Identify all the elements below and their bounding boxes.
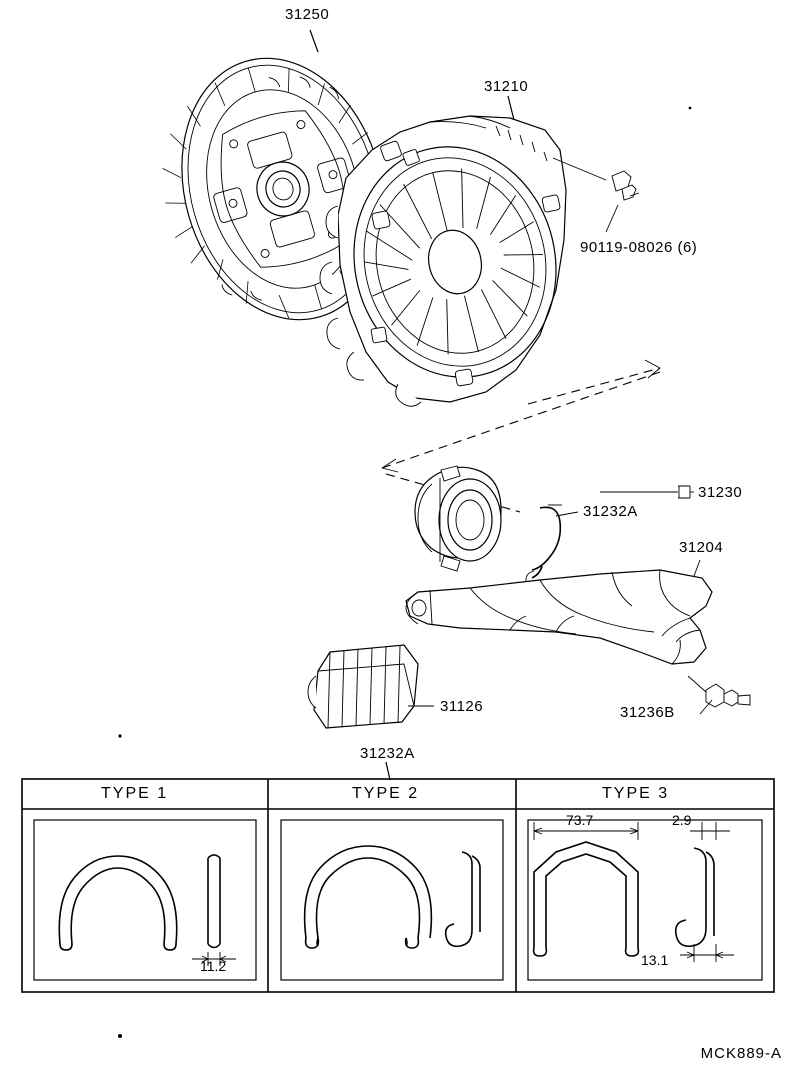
part-label-31232a-top: 31232A <box>583 503 638 520</box>
type2-clip-drawing <box>305 846 480 948</box>
part-label-31210: 31210 <box>484 78 529 95</box>
release-fork <box>406 570 712 664</box>
part-label-90119-08026: 90119-08026 (6) <box>580 239 698 256</box>
part-label-31236b: 31236B <box>620 704 675 721</box>
clip-31232a <box>526 505 578 586</box>
part-label-31126: 31126 <box>440 698 484 715</box>
table-header-type-3: TYPE 3 <box>602 785 670 802</box>
dimension-13-1: 13.1 <box>641 952 669 968</box>
dimension-73-7: 73.7 <box>566 812 594 828</box>
support-bolt <box>688 676 750 714</box>
part-label-31204: 31204 <box>679 539 724 556</box>
part-label-31230: 31230 <box>698 484 743 501</box>
release-bearing <box>415 466 501 571</box>
clutch-boot <box>308 645 434 728</box>
part-label-31232a-bottom: 31232A <box>360 745 415 762</box>
dimension-11-2: 11.2 <box>200 958 227 974</box>
part-label-31250: 31250 <box>285 6 330 23</box>
table-header-type-1: TYPE 1 <box>101 785 169 802</box>
type3-clip-drawing <box>534 822 734 962</box>
drawing-code: MCK889-A <box>700 1045 782 1062</box>
table-header-type-2: TYPE 2 <box>352 785 420 802</box>
dimension-2-9: 2.9 <box>672 812 692 828</box>
type1-clip-drawing <box>59 855 236 966</box>
